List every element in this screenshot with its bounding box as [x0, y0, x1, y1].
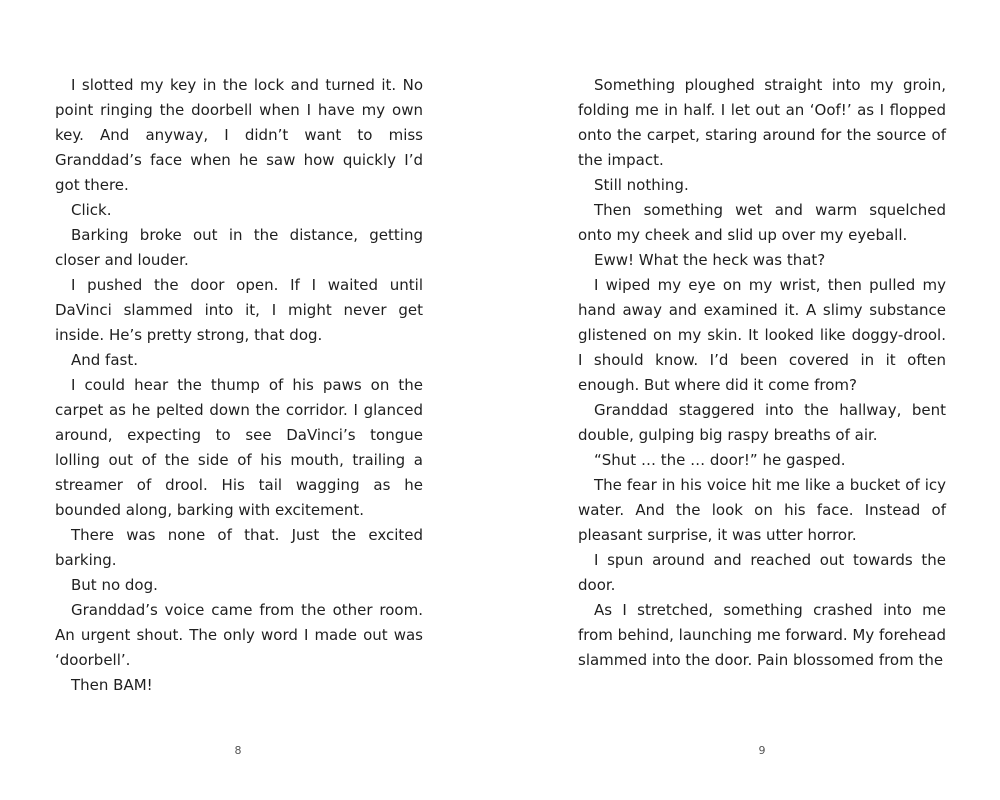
paragraph: Eww! What the heck was that?: [594, 251, 826, 269]
paragraph: “Shut … the … door!” he gasped.: [594, 451, 846, 469]
paragraph: I slotted my key in the lock and turned it. No point ringing the doorbell when I have my own key. And anyway, I didn’t want to miss Granddad’s face when he saw how quickly I’d got there.: [55, 76, 423, 194]
paragraph: Still nothing.: [594, 176, 689, 194]
page-number-right: 9: [758, 744, 766, 757]
page-number-left: 8: [234, 744, 242, 757]
paragraph: Barking broke out in the distance, getting closer and louder.: [55, 226, 423, 269]
right-page-text: [578, 73, 946, 673]
paragraph: I could hear the thump of his paws on the carpet as he pelted down the corridor. I glanced around, expecting to see DaVinci’s tongue lolling out of the side of his mouth, trailing a streamer of drool. His tail wagging as he bounded along, barking with excitement.: [55, 376, 423, 519]
paragraph: Granddad’s voice came from the other room. An urgent shout. The only word I made out was ‘doorbell’.: [55, 601, 423, 669]
paragraph: The fear in his voice hit me like a bucket of icy water. And the look on his face. Instead of pleasant surprise, it was utter horror.: [578, 476, 946, 544]
paragraph: Something ploughed straight into my groin, folding me in half. I let out an ‘Oof!’ as I flopped onto the carpet, staring around for the source of the impact.: [578, 76, 946, 169]
paragraph: As I stretched, something crashed into me from behind, launching me forward. My forehead slammed into the door. Pain blossomed from the: [578, 601, 946, 669]
paragraph: Then BAM!: [71, 676, 153, 694]
paragraph: Click.: [71, 201, 112, 219]
paragraph: There was none of that. Just the excited barking.: [55, 526, 423, 569]
left-page-text: [55, 73, 423, 698]
paragraph: Then something wet and warm squelched onto my cheek and slid up over my eyeball.: [578, 201, 946, 244]
paragraph: I spun around and reached out towards the door.: [578, 551, 946, 594]
paragraph: I wiped my eye on my wrist, then pulled my hand away and examined it. A slimy substance glistened on my skin. It looked like doggy-drool. I should know. I’d been covered in it often enough. But where did it come from?: [578, 276, 946, 394]
paragraph: I pushed the door open. If I waited until DaVinci slammed into it, I might never get inside. He’s pretty strong, that dog.: [55, 276, 423, 344]
paragraph: But no dog.: [71, 576, 158, 594]
paragraph: Granddad staggered into the hallway, bent double, gulping big raspy breaths of air.: [578, 401, 946, 444]
paragraph: And fast.: [71, 351, 138, 369]
